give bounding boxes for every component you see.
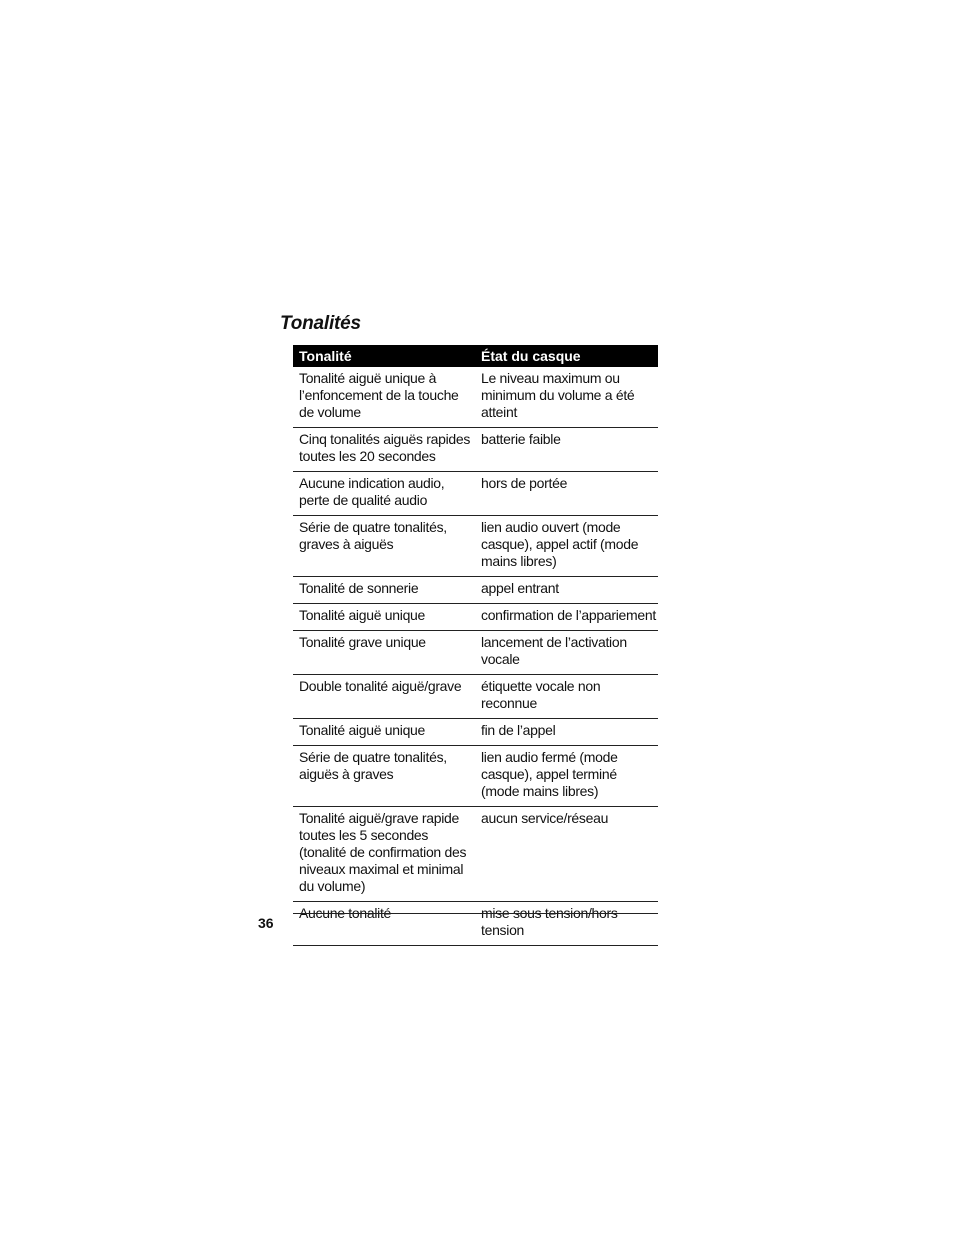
cell-state: appel entrant bbox=[481, 580, 559, 596]
cell-tone: Série de quatre tonalités, aiguës à graves bbox=[299, 749, 447, 782]
cell-tone: Tonalité aiguë/grave rapide toutes les 5 secondes (tonalité de confirmation des niveaux maximal et minimal du volume) bbox=[299, 810, 467, 894]
cell-state: étiquette vocale non reconnue bbox=[481, 678, 601, 711]
header-state: État du casque bbox=[481, 348, 581, 364]
cell-tone: Tonalité aiguë unique à l’enfoncement de la touche de volume bbox=[299, 370, 459, 420]
table-row bbox=[293, 367, 658, 428]
header-tone: Tonalité bbox=[299, 348, 352, 364]
cell-tone: Tonalité aiguë unique bbox=[299, 607, 426, 623]
cell-tone: Série de quatre tonalités, graves à aiguës bbox=[299, 519, 447, 552]
table-header bbox=[293, 345, 658, 367]
cell-tone: Aucune indication audio, perte de qualité audio bbox=[299, 475, 445, 508]
table-bottom-rule bbox=[293, 913, 658, 914]
cell-state: Le niveau maximum ou minimum du volume a été atteint bbox=[481, 370, 635, 420]
table-row bbox=[293, 604, 658, 631]
table-row bbox=[293, 746, 658, 807]
table-row bbox=[293, 719, 658, 746]
cell-state: lien audio ouvert (mode casque), appel actif (mode mains libres) bbox=[481, 519, 639, 569]
table-row bbox=[293, 631, 658, 675]
table-row bbox=[293, 428, 658, 472]
page-number: 36 bbox=[258, 915, 274, 931]
cell-tone: Cinq tonalités aiguës rapides toutes les 20 secondes bbox=[299, 431, 471, 464]
table-row bbox=[293, 472, 658, 516]
page-title: Tonalités bbox=[280, 313, 361, 334]
table-row bbox=[293, 675, 658, 719]
cell-state: hors de portée bbox=[481, 475, 568, 491]
table-row bbox=[293, 807, 658, 902]
table-row bbox=[293, 516, 658, 577]
cell-state: batterie faible bbox=[481, 431, 561, 447]
cell-state: lancement de l’activation vocale bbox=[481, 634, 627, 667]
tones-table bbox=[293, 345, 658, 946]
cell-state: mise sous tension/hors tension bbox=[481, 905, 618, 938]
table-body bbox=[293, 367, 658, 946]
cell-tone: Aucune tonalité bbox=[299, 905, 392, 921]
cell-state: lien audio fermé (mode casque), appel terminé (mode mains libres) bbox=[481, 749, 618, 799]
cell-tone: Tonalité grave unique bbox=[299, 634, 426, 650]
table-row bbox=[293, 577, 658, 604]
cell-tone: Tonalité aiguë unique bbox=[299, 722, 426, 738]
cell-tone: Tonalité de sonnerie bbox=[299, 580, 419, 596]
table-row bbox=[293, 902, 658, 946]
cell-state: fin de l’appel bbox=[481, 722, 556, 738]
cell-tone: Double tonalité aiguë/grave bbox=[299, 678, 462, 694]
cell-state: aucun service/réseau bbox=[481, 810, 609, 826]
cell-state: confirmation de l’appariement bbox=[481, 607, 656, 623]
